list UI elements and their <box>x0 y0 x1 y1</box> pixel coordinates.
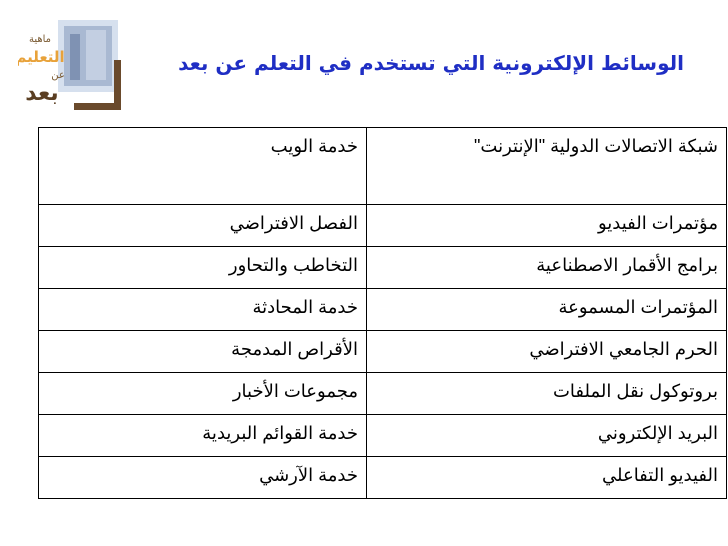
table-row <box>39 415 727 457</box>
table-row <box>39 247 727 289</box>
table-cell-service: الفصل الافتراضي <box>39 205 367 247</box>
media-table <box>38 127 727 499</box>
table-row <box>39 457 727 499</box>
table-cell-media: الحرم الجامعي الافتراضي <box>367 331 727 373</box>
table-cell-media: البريد الإلكتروني <box>367 415 727 457</box>
logo-photo-shape <box>70 34 80 80</box>
logo-photo-shape-2 <box>86 30 106 80</box>
table-cell-service: خدمة المحادثة <box>39 289 367 331</box>
table-row <box>39 373 727 415</box>
table-cell-media: برامج الأقمار الاصطناعية <box>367 247 727 289</box>
distance-learning-logo <box>18 20 128 110</box>
logo-bar-vertical <box>114 60 121 110</box>
table-cell-media: بروتوكول نقل الملفات <box>367 373 727 415</box>
table-row <box>39 128 727 205</box>
logo-text-1: ماهية <box>28 34 52 45</box>
logo-graphic <box>18 20 128 110</box>
table-cell-media: الفيديو التفاعلي <box>367 457 727 499</box>
table-cell-service: التخاطب والتحاور <box>39 247 367 289</box>
table-row <box>39 205 727 247</box>
table-row <box>39 289 727 331</box>
logo-bar-horizontal <box>74 103 121 110</box>
logo-text-3: عن <box>51 70 65 81</box>
table-cell-service: خدمة الآرشي <box>39 457 367 499</box>
table-row <box>39 331 727 373</box>
logo-text-2: التعليم <box>18 48 65 66</box>
logo-text-4: بعد <box>25 81 59 106</box>
table-cell-service: مجموعات الأخبار <box>39 373 367 415</box>
table-cell-media: شبكة الاتصالات الدولية "الإنترنت" <box>367 128 727 205</box>
table-cell-service: خدمة القوائم البريدية <box>39 415 367 457</box>
table-cell-service: الأقراص المدمجة <box>39 331 367 373</box>
table-cell-media: مؤتمرات الفيديو <box>367 205 727 247</box>
table-cell-service: خدمة الويب <box>39 128 367 205</box>
table-cell-media: المؤتمرات المسموعة <box>367 289 727 331</box>
page-title: الوسائط الإلكترونية التي تستخدم في التعلم عن بعد <box>178 51 684 75</box>
